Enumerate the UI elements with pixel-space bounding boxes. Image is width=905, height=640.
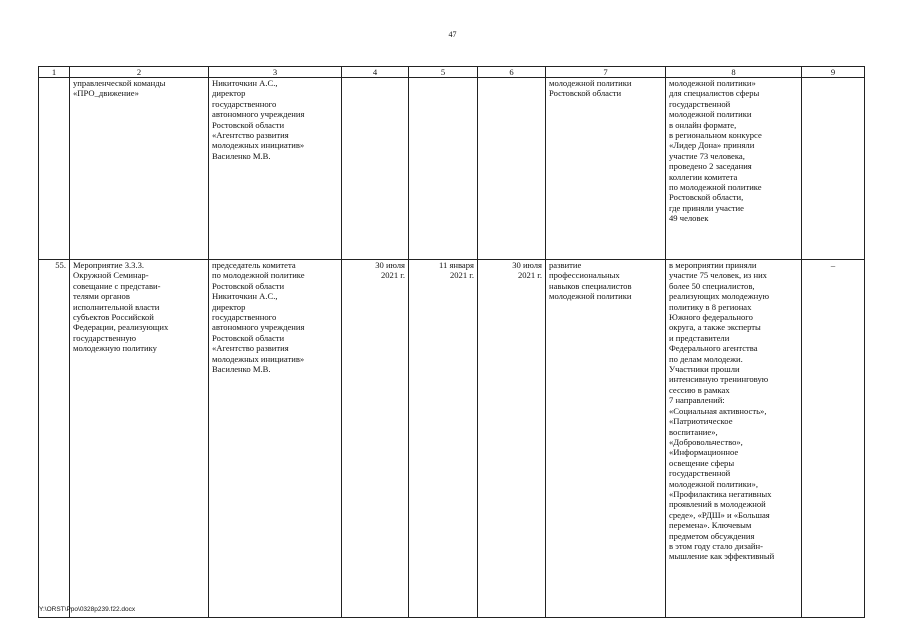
row-number: 55. [39, 260, 70, 618]
column-header: 6 [478, 67, 546, 78]
column-header: 2 [70, 67, 209, 78]
column-header: 1 [39, 67, 70, 78]
problems-cell [802, 78, 865, 260]
actual-result-cell: молодежной политики» для специалистов сферы государственной молодежной политики в онлайн формате, в региональном конкурсе «Лидер Дона» приняли участие 73 человека, проведено 2 заседания коллегии комитета по молодежной политике Ростовской области, где приняли участие 49 человек [666, 78, 802, 260]
event-cell: Мероприятие 3.3.3. Окружной Семинар- совещание с представи- телями органов исполнительной власти субъектов Российской Федерации, реализующих государственную молодежную политику [70, 260, 209, 618]
planned-result-cell: молодежной политики Ростовской области [546, 78, 666, 260]
actual-result-cell: в мероприятии приняли участие 75 человек, из них более 50 специалистов, реализующих молодежную политику в 8 регионах Южного федерального округа, а также эксперты и представители Федерального агентства по делам молодежи. Участники прошли интенсивную тренинговую сессию в рамках 7 направлений: «Социальная активность», «Патриотическое воспитание», «Добровольчество», «Информационное освещение сферы государственной молодежной политики», «Профилактика негативных проявлений в молодежной среде», «РДШ» и «Большая перемена». Ключевым предметом обсуждения в этом году стало дизайн- мышление как эффективный [666, 260, 802, 618]
planned-result-cell: развитие профессиональных навыков специалистов молодежной политики [546, 260, 666, 618]
row-number [39, 78, 70, 260]
column-header: 7 [546, 67, 666, 78]
column-header: 4 [342, 67, 409, 78]
column-number-row [39, 67, 865, 78]
column-header: 8 [666, 67, 802, 78]
problems-cell: – [802, 260, 865, 618]
column-header: 9 [802, 67, 865, 78]
page-number: 47 [448, 30, 457, 39]
report-table [38, 66, 865, 618]
table-row [39, 78, 865, 260]
actual-end-cell [478, 78, 546, 260]
responsible-cell: председатель комитета по молодежной политике Ростовской области Никиточкин А.С., директор государственного автономного учреждения Ростовской области «Агентство развития молодежных инициатив» Василенко М.В. [209, 260, 342, 618]
column-header: 3 [209, 67, 342, 78]
actual-end-cell: 30 июля 2021 г. [478, 260, 546, 618]
column-header: 5 [409, 67, 478, 78]
table-row [39, 260, 865, 618]
responsible-cell: Никиточкин А.С., директор государственного автономного учреждения Ростовской области «Агентство развития молодежных инициатив» Василенко М.В. [209, 78, 342, 260]
planned-date-cell: 30 июля 2021 г. [342, 260, 409, 618]
actual-start-cell [409, 78, 478, 260]
planned-date-cell [342, 78, 409, 260]
actual-start-cell: 11 января 2021 г. [409, 260, 478, 618]
file-path-footer: Y:\ORST\Ppo\0328p239.f22.docx [39, 606, 136, 613]
event-cell: управленческой команды «ПРО_движение» [70, 78, 209, 260]
